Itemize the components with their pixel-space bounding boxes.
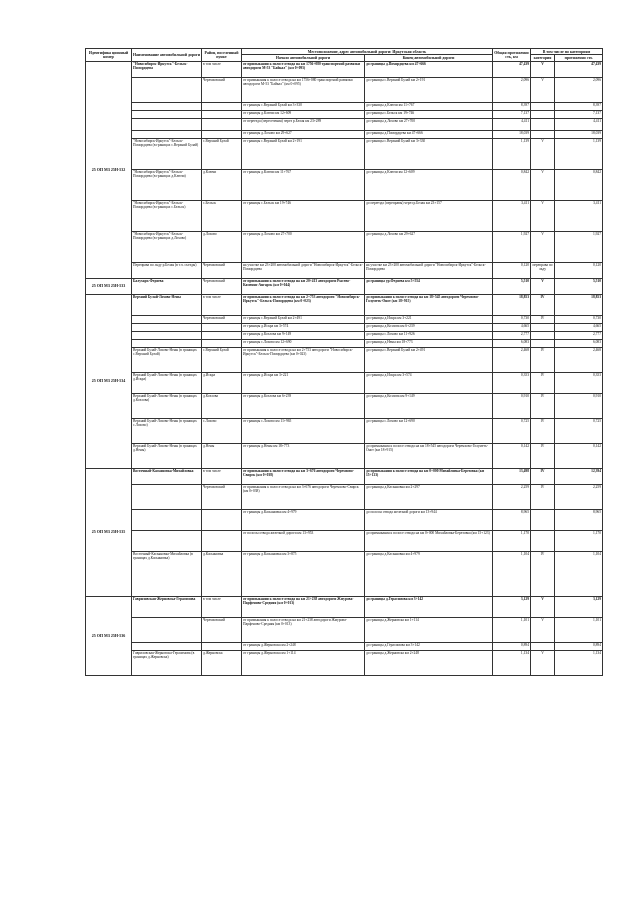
- total-length-cell: 18,853: [493, 294, 531, 315]
- start-cell: от границы д.Лохово км 27+700: [242, 231, 365, 262]
- category-cell: [531, 130, 555, 138]
- category-cell: [531, 118, 555, 130]
- category-length-cell: 6,083: [555, 339, 603, 347]
- category-cell: V: [531, 138, 555, 169]
- district-cell: [202, 339, 242, 347]
- table-row: [86, 315, 603, 323]
- district-cell: [202, 509, 242, 530]
- total-length-cell: 0,842: [493, 169, 531, 200]
- road-id-cell: 25 ОП МЗ 25Н-536: [86, 596, 132, 675]
- total-length-cell: 4,665: [493, 323, 531, 331]
- total-length-cell: 4,411: [493, 118, 531, 130]
- start-cell: от примыкания к полосе отвода на км 1756+080 транспортной развязки автодороги М-53 "Байкал" (км 0+095): [242, 61, 365, 77]
- district-cell: д.Козлова: [202, 393, 242, 418]
- total-length-cell: 47,439: [493, 61, 531, 77]
- category-cell: [531, 323, 555, 331]
- table-row: [86, 323, 603, 331]
- end-cell: до границы д.Жерновска км 2+248: [365, 650, 493, 675]
- table-row: [86, 138, 603, 169]
- table-row: [86, 331, 603, 339]
- table-row: [86, 77, 603, 102]
- road-name-cell: [132, 530, 202, 551]
- district-cell: [202, 530, 242, 551]
- end-cell: до границы ур.Федяева км 5+554: [365, 278, 493, 294]
- start-cell: от границы д.Нены км 18+773: [242, 443, 365, 468]
- road-name-cell: Верхний Булай-Лохово-Нены (в границах с.Лохово): [132, 418, 202, 443]
- start-cell: от примыкания к полосе отвода на км 3+676 автодороги Черемхово-Свирск (км 0+038): [242, 484, 365, 509]
- end-cell: до границы д.Касьяновка км 4+979: [365, 551, 493, 596]
- road-name-cell: [132, 642, 202, 650]
- category-cell: [531, 110, 555, 118]
- end-cell: до границы д.Жерновска км 1+114: [365, 617, 493, 642]
- total-length-cell: 0,120: [493, 262, 531, 278]
- start-cell: от границы с.Верхний Булай км 2+191: [242, 138, 365, 169]
- category-length-cell: 1,927: [555, 231, 603, 262]
- total-length-cell: 2,777: [493, 331, 531, 339]
- table-row: [86, 393, 603, 418]
- district-cell: д.Ключи: [202, 169, 242, 200]
- district-cell: с.Верхний Булай: [202, 347, 242, 372]
- category-length-cell: 8,965: [555, 509, 603, 530]
- total-length-cell: 1,139: [493, 138, 531, 169]
- road-register-sheet: [85, 48, 602, 676]
- district-cell: в том числе: [202, 61, 242, 77]
- district-cell: с.Верхний Булай: [202, 138, 242, 169]
- start-cell: от границы д.Козлова км 6+239: [242, 393, 365, 418]
- category-cell: [531, 102, 555, 110]
- district-cell: Черемховский: [202, 617, 242, 642]
- table-row: [86, 418, 603, 443]
- category-length-cell: 3,129: [555, 596, 603, 617]
- start-cell: от границы с.Лохово км 12+690: [242, 339, 365, 347]
- total-length-cell: 6,083: [493, 339, 531, 347]
- category-length-cell: 47,439: [555, 61, 603, 77]
- total-length-cell: 2,468: [493, 347, 531, 372]
- category-length-cell: 1,139: [555, 138, 603, 169]
- total-length-cell: 0,910: [493, 393, 531, 418]
- district-cell: Черемховский: [202, 262, 242, 278]
- category-length-cell: 12,394: [555, 468, 603, 484]
- end-cell: до примыкания к полосе отвода на км 0+000 Михайловка-Березовка (км 15+123): [365, 530, 493, 551]
- category-length-cell: 1,101: [555, 617, 603, 642]
- category-length-cell: 4,411: [555, 118, 603, 130]
- category-length-cell: 2,096: [555, 77, 603, 102]
- category-cell: V: [531, 231, 555, 262]
- district-cell: [202, 118, 242, 130]
- end-cell: до границы д.Ключи км 11+767: [365, 102, 493, 110]
- road-id-cell: 25 ОП МЗ 25Н-533: [86, 278, 132, 294]
- end-cell: до границы д.Ключи км 12+609: [365, 169, 493, 200]
- total-length-cell: 7,137: [493, 110, 531, 118]
- category-cell: IV: [531, 393, 555, 418]
- road-name-cell: Гавриловская-Жерновска-Герасимова (в границах д.Жерновска): [132, 650, 202, 675]
- total-length-cell: 5,510: [493, 278, 531, 294]
- table-row: [86, 642, 603, 650]
- end-cell: до границы д.Лохово км 27+700: [365, 118, 493, 130]
- start-cell: от границы с.Бельск км 19+746: [242, 200, 365, 231]
- road-name-cell: [132, 130, 202, 138]
- category-cell: V: [531, 61, 555, 77]
- start-cell: от полосы отвода железной дороги км 13+953: [242, 530, 365, 551]
- table-row: [86, 530, 603, 551]
- table-row: [86, 110, 603, 118]
- district-cell: в том числе: [202, 468, 242, 484]
- road-name-cell: Верхний Булай-Лохово-Нены (в границах с.Верхний Булай): [132, 347, 202, 372]
- category-cell: V: [531, 278, 555, 294]
- road-name-cell: "Новосибирск-Иркутск"-Бельск-Помордцева: [132, 61, 202, 77]
- total-length-cell: 2,259: [493, 484, 531, 509]
- table-row: [86, 484, 603, 509]
- category-cell: [531, 509, 555, 530]
- road-name-cell: [132, 118, 202, 130]
- district-cell: д.Касьяновка: [202, 551, 242, 596]
- road-name-cell: [132, 484, 202, 509]
- district-cell: в том числе: [202, 596, 242, 617]
- category-cell: V: [531, 169, 555, 200]
- road-name-cell: Верхний Булай-Лохово-Нены (в границах д.Искра): [132, 372, 202, 393]
- category-length-cell: 8,397: [555, 102, 603, 110]
- category-length-cell: 0,142: [555, 443, 603, 468]
- header-start: Начало автомобильной дороги: [242, 55, 365, 61]
- category-cell: переправа по льду: [531, 262, 555, 278]
- start-cell: от границы д.Козлова км 9+149: [242, 331, 365, 339]
- total-length-cell: 0,730: [493, 315, 531, 323]
- table-row: [86, 339, 603, 347]
- start-cell: от границы д.Искра км 3+574: [242, 323, 365, 331]
- district-cell: с.Бельск: [202, 200, 242, 231]
- district-cell: Черемховский: [202, 278, 242, 294]
- road-name-cell: Верхний Булай-Лохово-Нены (в границах д.Нены): [132, 443, 202, 468]
- start-cell: от границы д.Жерновска км 1+114: [242, 650, 365, 675]
- category-cell: V: [531, 77, 555, 102]
- district-cell: Черемховский: [202, 315, 242, 323]
- table-row: [86, 468, 603, 484]
- table-row: [86, 169, 603, 200]
- district-cell: [202, 323, 242, 331]
- header-category: категория: [531, 55, 555, 61]
- total-length-cell: 1,927: [493, 231, 531, 262]
- table-row: [86, 278, 603, 294]
- start-cell: от границы д.Жерновска км 2+248: [242, 642, 365, 650]
- road-name-cell: "Новосибирск-Иркутск"-Бельск-Помордцева (в границах д.Лохово): [132, 231, 202, 262]
- category-length-cell: 3,411: [555, 200, 603, 231]
- total-length-cell: 0,353: [493, 372, 531, 393]
- end-cell: до границы с.Верхний Булай км 3+330: [365, 138, 493, 169]
- category-cell: IV: [531, 347, 555, 372]
- end-cell: до границы д.Козлова км 6+239: [365, 323, 493, 331]
- table-body: [86, 61, 603, 675]
- header-including: В том числе по категориям: [531, 49, 603, 55]
- road-name-cell: [132, 77, 202, 102]
- road-name-cell: [132, 315, 202, 323]
- total-length-cell: 8,397: [493, 102, 531, 110]
- end-cell: до границы с.Лохово км 11+926: [365, 331, 493, 339]
- header-category-length: протяженно сть: [555, 55, 603, 61]
- road-name-cell: Переправа по льду р.Белая (в т.ч. съезды): [132, 262, 202, 278]
- category-cell: [531, 331, 555, 339]
- end-cell: до полосы отвода железной дороги км 13+944: [365, 509, 493, 530]
- start-cell: от переезда (пересечения) через р.Белая км 23+289: [242, 118, 365, 130]
- end-cell: на участке км 23+200 автомобильной дороги "Новосибирск-Иркутск"-Бельск-Помордцева: [365, 262, 493, 278]
- category-cell: [531, 339, 555, 347]
- total-length-cell: 0,894: [493, 642, 531, 650]
- header-total-length: Общая протяженно сть, км: [493, 49, 531, 62]
- category-length-cell: 0,120: [555, 262, 603, 278]
- category-cell: IV: [531, 551, 555, 596]
- road-name-cell: Восточный-Касьяновка-Михайловка (в границах д.Касьяновка): [132, 551, 202, 596]
- end-cell: до границы с.Бельск км 19+746: [365, 110, 493, 118]
- end-cell: до границы с.Лохово км 12+690: [365, 418, 493, 443]
- road-name-cell: [132, 323, 202, 331]
- header-id: Идентифика ционный номер: [86, 49, 132, 62]
- road-name-cell: [132, 339, 202, 347]
- total-length-cell: 3,411: [493, 200, 531, 231]
- total-length-cell: 2,096: [493, 77, 531, 102]
- table-row: [86, 102, 603, 110]
- category-length-cell: 1,104: [555, 551, 603, 596]
- road-id-cell: 25 ОП МЗ 25Н-532: [86, 61, 132, 278]
- category-length-cell: 1,170: [555, 530, 603, 551]
- table-row: [86, 347, 603, 372]
- road-name-cell: [132, 331, 202, 339]
- district-cell: [202, 102, 242, 110]
- road-id-cell: 25 ОП МЗ 25Н-534: [86, 294, 132, 468]
- district-cell: в том числе: [202, 294, 242, 315]
- table-row: [86, 262, 603, 278]
- total-length-cell: 1,101: [493, 617, 531, 642]
- end-cell: до границы д.Герасимова км 3+142: [365, 642, 493, 650]
- table-row: [86, 118, 603, 130]
- road-name-cell: [132, 509, 202, 530]
- end-cell: до границы д.Искра км 3+574: [365, 372, 493, 393]
- total-length-cell: 0,725: [493, 418, 531, 443]
- category-length-cell: 2,468: [555, 347, 603, 372]
- total-length-cell: 13,498: [493, 468, 531, 484]
- category-length-cell: 18,853: [555, 294, 603, 315]
- table-row: [86, 650, 603, 675]
- table-row: [86, 617, 603, 642]
- header-location: Местоположение, адрес автомобильной дороги: Иркутская область: [242, 49, 493, 55]
- end-cell: до переезда (переправы) через р.Белая км 23+157: [365, 200, 493, 231]
- road-name-cell: "Новосибирск-Иркутск"-Бельск-Помордцева (в границах д.Ключи): [132, 169, 202, 200]
- district-cell: д.Жерновска: [202, 650, 242, 675]
- category-cell: [531, 642, 555, 650]
- end-cell: до примыкания к полосе отвода на км 18+545 автодороги Черемхово-Голуметь-Онот (км 18+915): [365, 294, 493, 315]
- district-cell: [202, 110, 242, 118]
- start-cell: от границы д.Касьяновка км 3+875: [242, 551, 365, 596]
- category-cell: IV: [531, 294, 555, 315]
- category-cell: [531, 530, 555, 551]
- start-cell: от примыкания к полосе отвода на км 20+413 автодороги Рысево-Каменно-Ангарск (км 0+044): [242, 278, 365, 294]
- category-cell: IV: [531, 468, 555, 484]
- start-cell: от границы д.Искра км 3+221: [242, 372, 365, 393]
- category-cell: V: [531, 200, 555, 231]
- header-end: Конец автомобильной дороги: [365, 55, 493, 61]
- end-cell: до границы д.Касьяновка км 2+297: [365, 484, 493, 509]
- table-row: [86, 443, 603, 468]
- road-name-cell: [132, 110, 202, 118]
- category-length-cell: 0,842: [555, 169, 603, 200]
- district-cell: д.Нены: [202, 443, 242, 468]
- header-district: Район, поселенный пункт: [202, 49, 242, 62]
- district-cell: д.Искра: [202, 372, 242, 393]
- road-name-cell: Балухарь-Федяева: [132, 278, 202, 294]
- district-cell: Черемховский: [202, 77, 242, 102]
- start-cell: от примыкания к полосе отвода на км 2+753 автодороги "Новосибирск-Иркутск"-Бельск-Помордцева (км 0+023): [242, 294, 365, 315]
- total-length-cell: 3,129: [493, 596, 531, 617]
- header-road-name: Наименование автомобильной дороги: [132, 49, 202, 62]
- end-cell: до границы д.Нены км 18+773: [365, 339, 493, 347]
- category-cell: V: [531, 650, 555, 675]
- table-row: [86, 61, 603, 77]
- end-cell: до границы д.Помордцева км 47+666: [365, 130, 493, 138]
- end-cell: до границы д.Козлова км 9+149: [365, 393, 493, 418]
- road-name-cell: Восточный-Касьяновка-Михайловка: [132, 468, 202, 484]
- total-length-cell: 8,965: [493, 509, 531, 530]
- start-cell: от границы с.Верхний Булай км 2+491: [242, 315, 365, 323]
- end-cell: до примыкания к полосе отвода на км 0+000 Михайловка-Березовка (км 15+123): [365, 468, 493, 484]
- start-cell: от примыкания к полосе отвода на км 3+676 автодороги Черемхово-Свирск (км 0+038): [242, 468, 365, 484]
- table-row: [86, 130, 603, 138]
- category-length-cell: 0,725: [555, 418, 603, 443]
- start-cell: от границы д.Ключи км 12+609: [242, 110, 365, 118]
- table-row: [86, 294, 603, 315]
- district-cell: д.Лохово: [202, 231, 242, 262]
- road-name-cell: "Новосибирск-Иркутск"-Бельск-Помордцева (в границах с.Бельск): [132, 200, 202, 231]
- district-cell: [202, 642, 242, 650]
- category-cell: IV: [531, 372, 555, 393]
- road-name-cell: "Новосибирск-Иркутск"-Бельск-Помордцева (в границах с.Верхний Булай): [132, 138, 202, 169]
- table-row: [86, 596, 603, 617]
- end-cell: до границы д.Герасимова км 3+142: [365, 596, 493, 617]
- start-cell: от границы с.Верхний Булай км 3+330: [242, 102, 365, 110]
- category-length-cell: 4,665: [555, 323, 603, 331]
- category-length-cell: 1,134: [555, 650, 603, 675]
- start-cell: от границы с.Лохово км 11+965: [242, 418, 365, 443]
- road-name-cell: Гавриловская-Жерновска-Герасимова: [132, 596, 202, 617]
- end-cell: до примыкания к полосе отвода на км 18+545 автодороги Черемхово-Голуметь-Онот (км 18+915): [365, 443, 493, 468]
- total-length-cell: 0,142: [493, 443, 531, 468]
- start-cell: от границы д.Ключи км 11+767: [242, 169, 365, 200]
- category-length-cell: 0,910: [555, 393, 603, 418]
- category-cell: V: [531, 617, 555, 642]
- district-cell: [202, 331, 242, 339]
- category-length-cell: 0,353: [555, 372, 603, 393]
- category-length-cell: 0,894: [555, 642, 603, 650]
- end-cell: до границы д.Искра км 3+221: [365, 315, 493, 323]
- table-row: [86, 372, 603, 393]
- road-name-cell: Верхний Булай-Лохово-Нены (в границах д.Козлова): [132, 393, 202, 418]
- end-cell: до границы д.Лохово км 29+627: [365, 231, 493, 262]
- end-cell: до границы с.Верхний Булай км 2+191: [365, 77, 493, 102]
- start-cell: от примыкания к полосе отвода на км 21+238 автодороги Жмурова-Парфеново-Средняя (км 0+013): [242, 596, 365, 617]
- category-length-cell: 2,259: [555, 484, 603, 509]
- start-cell: от примыкания к полосе отвода на км 21+238 автодороги Жмурова-Парфеново-Средняя (км 0+013): [242, 617, 365, 642]
- road-name-cell: [132, 617, 202, 642]
- end-cell: до границы д.Помордцева км 47+666: [365, 61, 493, 77]
- category-length-cell: 18,039: [555, 130, 603, 138]
- table-row: [86, 551, 603, 596]
- category-length-cell: 0,730: [555, 315, 603, 323]
- district-cell: Черемховский: [202, 484, 242, 509]
- category-length-cell: 7,137: [555, 110, 603, 118]
- road-register-table: [85, 48, 603, 676]
- category-cell: IV: [531, 418, 555, 443]
- total-length-cell: 1,170: [493, 530, 531, 551]
- district-cell: с.Лохово: [202, 418, 242, 443]
- total-length-cell: 18,039: [493, 130, 531, 138]
- road-id-cell: 25 ОП МЗ 25Н-535: [86, 468, 132, 596]
- table-row: [86, 231, 603, 262]
- category-cell: IV: [531, 484, 555, 509]
- category-cell: V: [531, 596, 555, 617]
- category-length-cell: 2,777: [555, 331, 603, 339]
- table-row: [86, 509, 603, 530]
- start-cell: от границы д.Лохово км 29+627: [242, 130, 365, 138]
- total-length-cell: 1,134: [493, 650, 531, 675]
- road-name-cell: Верхний Булай-Лохово-Нены: [132, 294, 202, 315]
- category-length-cell: 5,510: [555, 278, 603, 294]
- start-cell: от примыкания к полосе отвода на км 1756+080 транспортной развязки автодороги М-53 "Байкал" (км 0+095): [242, 77, 365, 102]
- end-cell: до границы с.Верхний Булай км 2+491: [365, 347, 493, 372]
- table-row: [86, 200, 603, 231]
- total-length-cell: 1,104: [493, 551, 531, 596]
- district-cell: [202, 130, 242, 138]
- road-name-cell: [132, 102, 202, 110]
- category-cell: IV: [531, 443, 555, 468]
- start-cell: от примыкания к полосе отвода на км 2+753 автодороги "Новосибирск-Иркутск"-Бельск-Помордцева (км 0+023): [242, 347, 365, 372]
- category-cell: IV: [531, 315, 555, 323]
- start-cell: на участке км 23+200 автомобильной дороги "Новосибирск-Иркутск"-Бельск-Помордцева: [242, 262, 365, 278]
- start-cell: от границы д.Касьяновка км 4+979: [242, 509, 365, 530]
